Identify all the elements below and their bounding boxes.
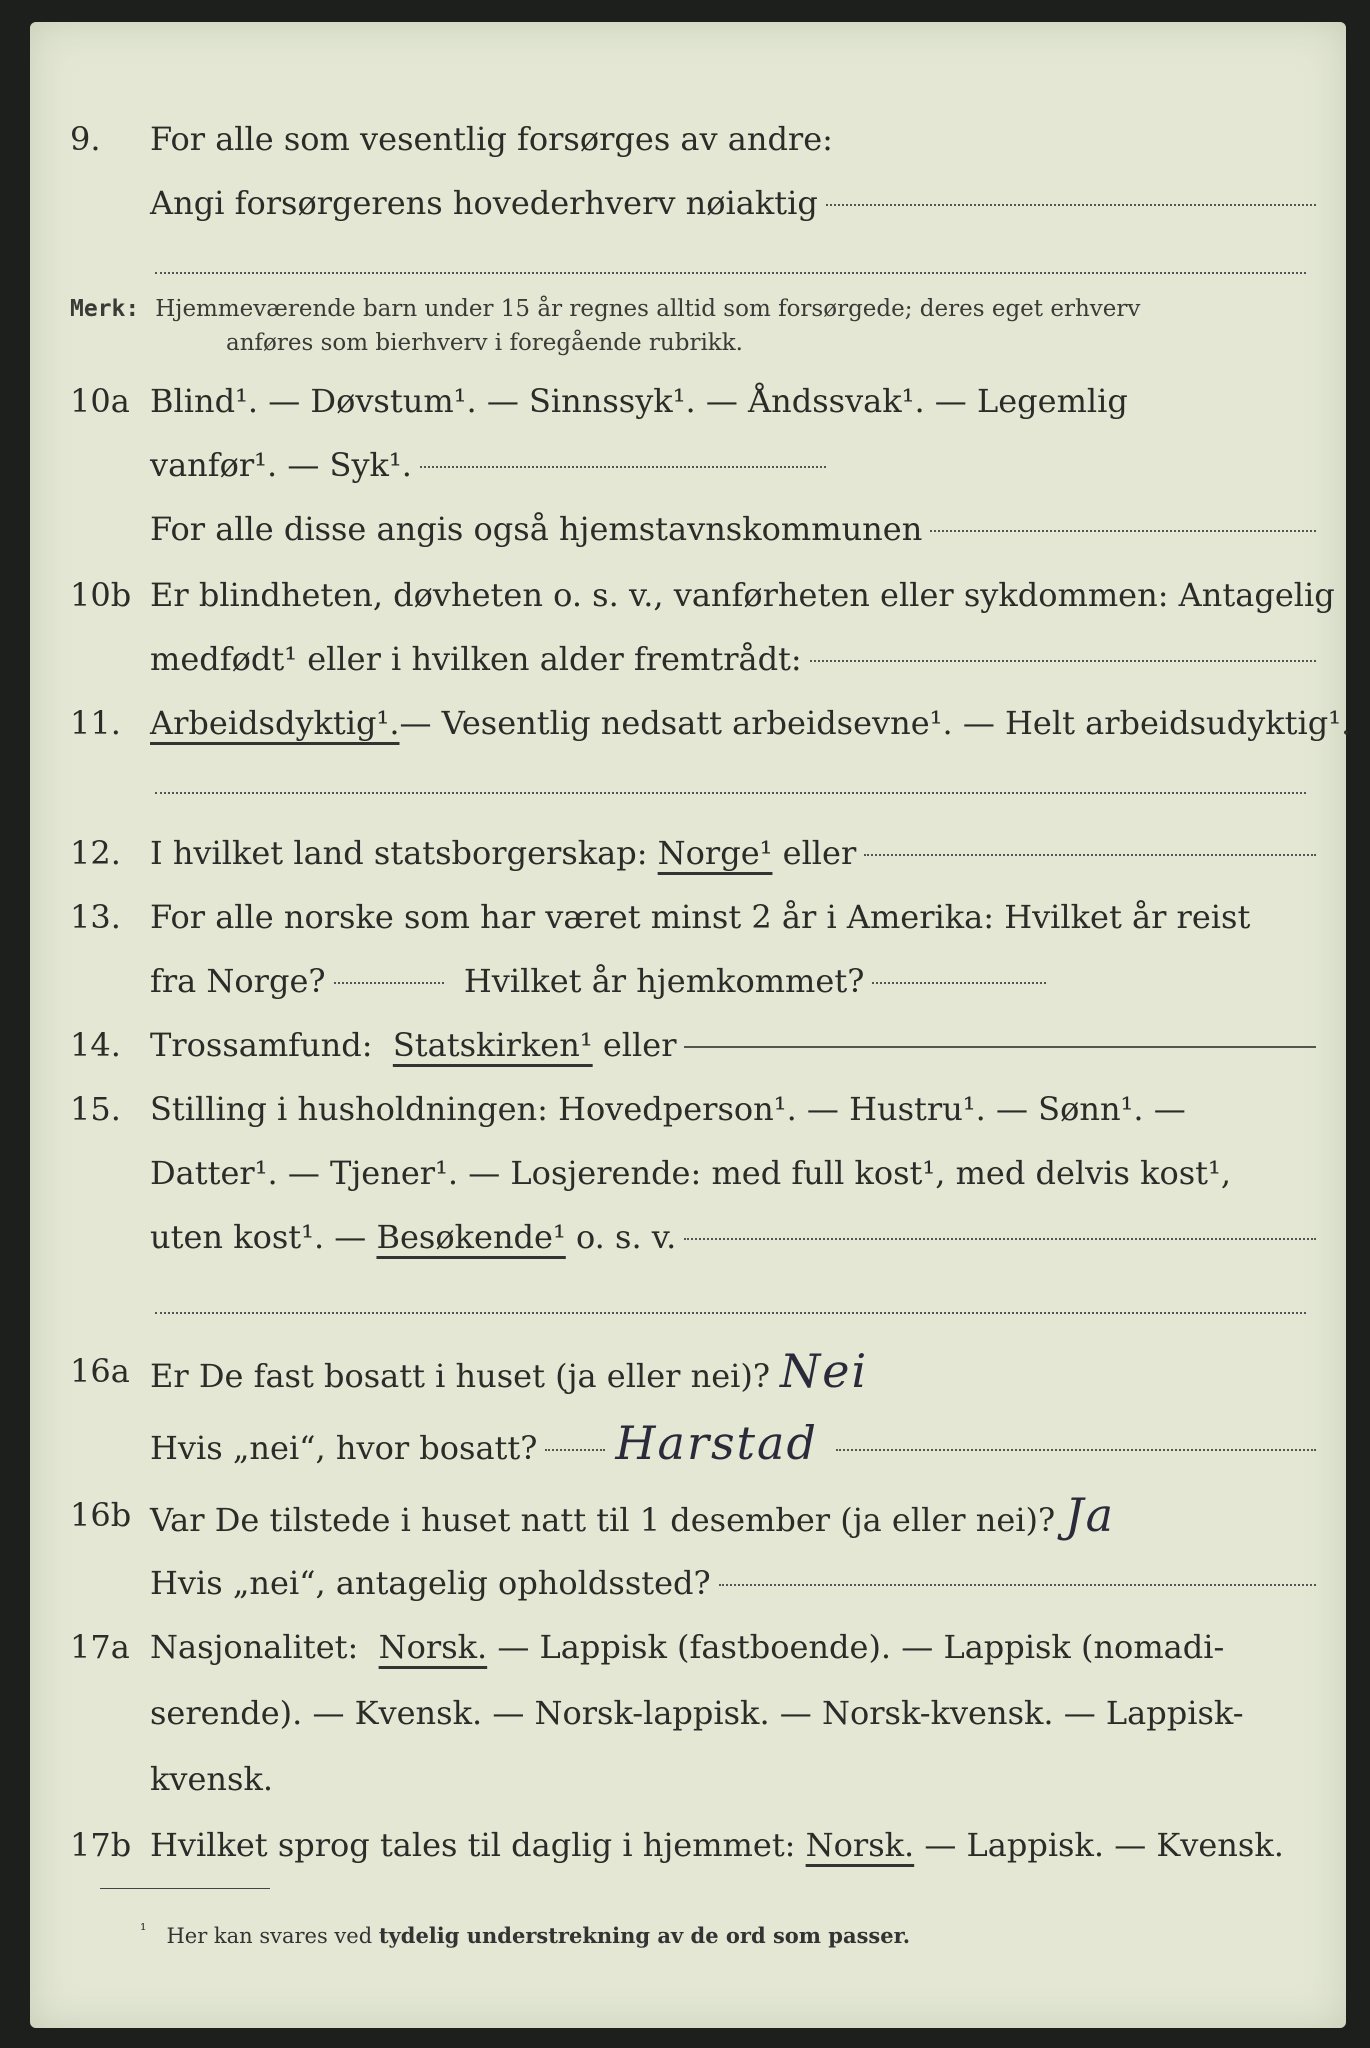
q9-line1 [30,112,1346,166]
merk-text-1: Hjemmeværende barn under 15 år regnes alltid som forsørgede; deres eget erhverv [155,296,1141,322]
q13-reist-field[interactable] [334,981,444,984]
q17a-options-1[interactable]: — Lappisk (fastboende). — Lappisk (nomadi- [497,1628,1225,1666]
q14-prompt: Trossamfund: [150,1026,373,1064]
q11-line [30,696,1352,750]
footnote-mark: ¹ [140,1920,147,1939]
q15-text-1[interactable]: Stilling i husholdningen: Hovedperson¹. — Hustru¹. — Sønn¹. — [150,1090,1186,1128]
q10b-text-1: Er blindheten, døvheten o. s. v., vanførheten eller sykdommen: Antagelig [150,576,1335,614]
q9-line2 [30,176,1346,230]
q15-extra-answer-line[interactable] [155,1312,1306,1314]
q10a-line2 [30,438,1346,492]
q17a-number: 17a [70,1628,130,1666]
q12-option-norge[interactable]: Norge¹ [657,834,773,872]
q16b-prompt-1: Var De tilstede i huset natt til 1 desember (ja eller nei)? [150,1501,1056,1539]
q10a-syk-field[interactable] [420,465,826,468]
q17a-line2 [30,1686,1346,1740]
q11-number: 11. [70,704,121,742]
q17b-option-norsk[interactable]: Norsk. [805,1826,915,1864]
q17b-other-options[interactable]: — Lappisk. — Kvensk. [924,1826,1284,1864]
q10b-answer-field[interactable] [810,659,1316,662]
q15-line3 [30,1210,1346,1264]
q10b-line2 [30,632,1346,686]
q17b-number: 17b [70,1826,132,1864]
q15-other-field[interactable] [684,1237,1316,1240]
q10a-number: 10a [70,382,130,420]
q16a-number: 16a [70,1352,130,1390]
q15-number: 15. [70,1090,121,1128]
q9-number: 9. [70,120,101,158]
q10a-text-3: For alle disse angis også hjemstavnskommunen [150,510,923,548]
q11-extra-answer-line[interactable] [155,792,1306,794]
merk-text-2: anføres som bierhverv i foregående rubrikk. [226,330,743,356]
footnote-bold-text: tydelig understrekning av de ord som passer. [378,1923,911,1948]
q16a-prompt-1: Er De fast bosatt i huset (ja eller nei)? [150,1357,771,1395]
q16b-number: 16b [70,1496,132,1534]
q10a-line1 [30,374,1346,428]
q17b-prompt: Hvilket sprog tales til daglig i hjemmet: [150,1826,796,1864]
merk-note [70,292,1316,356]
q13-hjemkommet-field[interactable] [872,981,1046,984]
q13-line2 [30,954,1346,1008]
q12-number: 12. [70,834,121,872]
q14-line [30,1018,1346,1072]
q16a-handwritten-answer-2[interactable]: Harstad [615,1416,818,1470]
q14-eller: eller [602,1026,677,1064]
q15-line2 [30,1146,1346,1200]
q16b-line2 [30,1556,1346,1610]
q17a-option-norsk[interactable]: Norsk. [378,1628,488,1666]
q10b-text-2: medfødt¹ eller i hvilken alder fremtrådt: [150,640,802,678]
q11-other-options[interactable]: — Vesentlig nedsatt arbeidsevne¹. — Helt arbeidsudyktig¹. [399,704,1352,742]
q16b-opholdssted-field[interactable] [719,1583,1316,1586]
q16b-line1 [30,1488,1346,1542]
q9-extra-answer-line[interactable] [155,272,1306,274]
q17a-prompt: Nasjonalitet: [150,1628,359,1666]
q13-reist-prompt: fra Norge? [150,962,326,1000]
q10a-text-2: vanfør¹. — Syk¹. [150,446,412,484]
q17a-line3 [30,1752,1346,1806]
q17b-line [30,1818,1346,1872]
q16a-prompt-2: Hvis „nei“, hvor bosatt? [150,1429,538,1467]
q15-text-3[interactable]: uten kost¹. — [150,1218,367,1256]
footnote-text: Her kan svares ved [166,1924,373,1948]
merk-label: Merk: [70,296,140,322]
q16a-handwritten-answer-1[interactable]: Nei [780,1344,869,1398]
q16a-bosatt-field[interactable] [836,1448,1316,1451]
q9-prompt: Angi forsørgerens hovederhverv nøiaktig [150,184,818,222]
q17a-options-3[interactable]: kvensk. [150,1760,273,1798]
q10a-text-1: Blind¹. — Døvstum¹. — Sinnssyk¹. — Åndssvak¹. — Legemlig [150,382,1128,420]
q11-option-arbeidsdyktig[interactable]: Arbeidsdyktig¹. [150,704,400,742]
q13-number: 13. [70,898,121,936]
q14-number: 14. [70,1026,121,1064]
q15-line1 [30,1082,1346,1136]
q15-option-besokende[interactable]: Besøkende¹ [376,1218,566,1256]
q10b-number: 10b [70,576,132,614]
q14-option-statskirken[interactable]: Statskirken¹ [392,1026,593,1064]
census-form-page [30,22,1352,2028]
q14-other-faith-field[interactable] [684,1045,1316,1048]
q13-hjemkommet-prompt: Hvilket år hjemkommet? [463,962,865,1000]
q16a-line2 [30,1416,1346,1470]
q10a-kommune-field[interactable] [930,529,1316,532]
q16b-prompt-2: Hvis „nei“, antagelig opholdssted? [150,1564,711,1602]
q9-answer-field[interactable] [826,203,1316,206]
q13-line1 [30,890,1346,944]
q17a-line1 [30,1620,1346,1674]
q12-line [30,826,1346,880]
q16a-line1 [30,1344,1346,1398]
q13-text-1: For alle norske som har været minst 2 år i Amerika: Hvilket år reist [150,898,1251,936]
q17a-options-2[interactable]: serende). — Kvensk. — Norsk-lappisk. — Norsk-kvensk. — Lappisk- [150,1694,1244,1732]
footnote [140,1920,910,1948]
q12-prompt: I hvilket land statsborgerskap: [150,834,648,872]
q12-eller: eller [782,834,857,872]
footnote-divider [100,1888,270,1889]
q15-text-2[interactable]: Datter¹. — Tjener¹. — Losjerende: med full kost¹, med delvis kost¹, [150,1154,1232,1192]
q15-osv: o. s. v. [575,1218,677,1256]
q12-other-country-field[interactable] [864,853,1316,856]
q9-text: For alle som vesentlig forsørges av andre: [150,120,833,158]
q10a-line3 [30,502,1346,556]
q10b-line1 [30,568,1346,622]
q16b-handwritten-answer-1[interactable]: Ja [1065,1488,1116,1542]
